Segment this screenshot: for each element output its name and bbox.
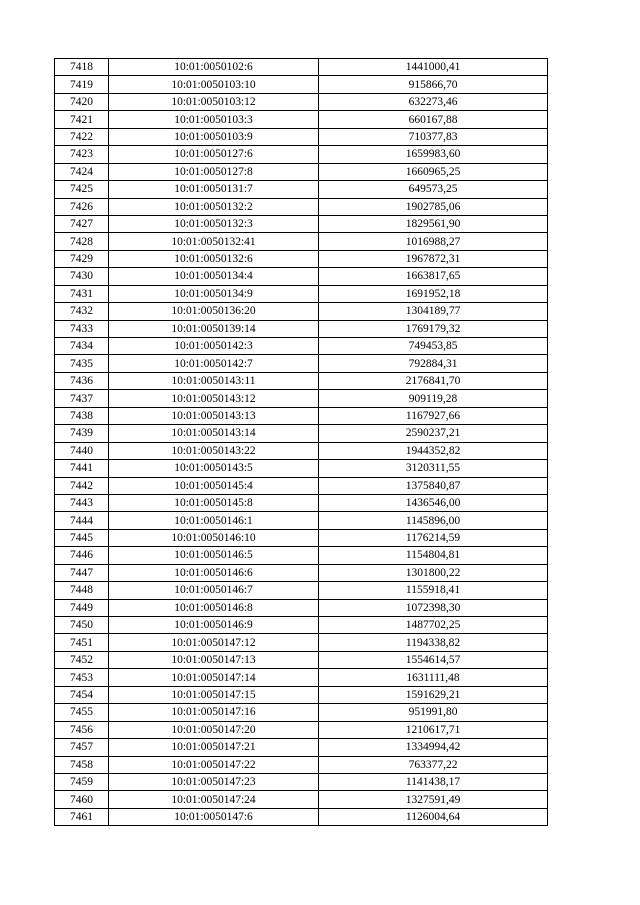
cadastral-value-cell: 649573,25 bbox=[319, 181, 548, 198]
row-number-cell: 7421 bbox=[55, 111, 109, 128]
cadastral-value-cell: 1167927,66 bbox=[319, 407, 548, 424]
cadastral-number-cell: 10:01:0050147:23 bbox=[109, 773, 319, 790]
row-number-cell: 7438 bbox=[55, 407, 109, 424]
cadastral-value-cell: 1659983,60 bbox=[319, 146, 548, 163]
table-row bbox=[55, 686, 548, 703]
row-number-cell: 7454 bbox=[55, 686, 109, 703]
cadastral-value-cell: 1487702,25 bbox=[319, 617, 548, 634]
table-row bbox=[55, 215, 548, 232]
cadastral-number-cell: 10:01:0050146:5 bbox=[109, 547, 319, 564]
cadastral-number-cell: 10:01:0050134:9 bbox=[109, 285, 319, 302]
row-number-cell: 7441 bbox=[55, 460, 109, 477]
cadastral-number-cell: 10:01:0050132:2 bbox=[109, 198, 319, 215]
cadastral-number-cell: 10:01:0050132:6 bbox=[109, 250, 319, 267]
cadastral-value-cell: 1210617,71 bbox=[319, 721, 548, 738]
cadastral-number-cell: 10:01:0050143:11 bbox=[109, 372, 319, 389]
cadastral-value-cell: 1769179,32 bbox=[319, 320, 548, 337]
table-row bbox=[55, 146, 548, 163]
cadastral-number-cell: 10:01:0050146:9 bbox=[109, 617, 319, 634]
cadastral-number-cell: 10:01:0050103:3 bbox=[109, 111, 319, 128]
table-row bbox=[55, 390, 548, 407]
table-row bbox=[55, 704, 548, 721]
table-row bbox=[55, 669, 548, 686]
row-number-cell: 7461 bbox=[55, 808, 109, 825]
cadastral-value-cell: 1176214,59 bbox=[319, 529, 548, 546]
cadastral-number-cell: 10:01:0050146:10 bbox=[109, 529, 319, 546]
table-row bbox=[55, 494, 548, 511]
row-number-cell: 7445 bbox=[55, 529, 109, 546]
cadastral-number-cell: 10:01:0050132:41 bbox=[109, 233, 319, 250]
cadastral-number-cell: 10:01:0050102:6 bbox=[109, 59, 319, 76]
cadastral-value-cell: 1663817,65 bbox=[319, 268, 548, 285]
cadastral-number-cell: 10:01:0050147:15 bbox=[109, 686, 319, 703]
cadastral-value-cell: 1334994,42 bbox=[319, 739, 548, 756]
cadastral-value-cell: 1016988,27 bbox=[319, 233, 548, 250]
cadastral-value-cell: 1194338,82 bbox=[319, 634, 548, 651]
cadastral-number-cell: 10:01:0050142:7 bbox=[109, 355, 319, 372]
row-number-cell: 7423 bbox=[55, 146, 109, 163]
row-number-cell: 7431 bbox=[55, 285, 109, 302]
table-row bbox=[55, 320, 548, 337]
table-row bbox=[55, 303, 548, 320]
table-row bbox=[55, 76, 548, 93]
row-number-cell: 7424 bbox=[55, 163, 109, 180]
cadastral-value-cell: 1072398,30 bbox=[319, 599, 548, 616]
row-number-cell: 7446 bbox=[55, 547, 109, 564]
cadastral-number-cell: 10:01:0050103:9 bbox=[109, 128, 319, 145]
cadastral-number-cell: 10:01:0050143:13 bbox=[109, 407, 319, 424]
cadastral-number-cell: 10:01:0050143:22 bbox=[109, 442, 319, 459]
cadastral-number-cell: 10:01:0050132:3 bbox=[109, 215, 319, 232]
cadastral-value-cell: 1327591,49 bbox=[319, 791, 548, 808]
cadastral-number-cell: 10:01:0050145:4 bbox=[109, 477, 319, 494]
cadastral-value-cell: 1375840,87 bbox=[319, 477, 548, 494]
row-number-cell: 7429 bbox=[55, 250, 109, 267]
cadastral-number-cell: 10:01:0050143:5 bbox=[109, 460, 319, 477]
cadastral-value-table-container bbox=[54, 58, 548, 826]
cadastral-number-cell: 10:01:0050147:6 bbox=[109, 808, 319, 825]
row-number-cell: 7426 bbox=[55, 198, 109, 215]
table-row bbox=[55, 250, 548, 267]
table-row bbox=[55, 372, 548, 389]
cadastral-value-cell: 1944352,82 bbox=[319, 442, 548, 459]
cadastral-number-cell: 10:01:0050147:12 bbox=[109, 634, 319, 651]
cadastral-number-cell: 10:01:0050147:13 bbox=[109, 651, 319, 668]
table-row bbox=[55, 407, 548, 424]
table-row bbox=[55, 739, 548, 756]
row-number-cell: 7460 bbox=[55, 791, 109, 808]
table-row bbox=[55, 756, 548, 773]
cadastral-value-cell: 1691952,18 bbox=[319, 285, 548, 302]
cadastral-value-cell: 1154804,81 bbox=[319, 547, 548, 564]
cadastral-value-cell: 1301800,22 bbox=[319, 564, 548, 581]
row-number-cell: 7449 bbox=[55, 599, 109, 616]
cadastral-value-cell: 951991,80 bbox=[319, 704, 548, 721]
row-number-cell: 7432 bbox=[55, 303, 109, 320]
cadastral-value-cell: 1902785,06 bbox=[319, 198, 548, 215]
cadastral-value-cell: 1304189,77 bbox=[319, 303, 548, 320]
table-row bbox=[55, 808, 548, 825]
row-number-cell: 7443 bbox=[55, 494, 109, 511]
table-row bbox=[55, 477, 548, 494]
cadastral-number-cell: 10:01:0050146:1 bbox=[109, 512, 319, 529]
row-number-cell: 7422 bbox=[55, 128, 109, 145]
cadastral-value-cell: 1436546,00 bbox=[319, 494, 548, 511]
table-row bbox=[55, 721, 548, 738]
cadastral-value-cell: 3120311,55 bbox=[319, 460, 548, 477]
row-number-cell: 7451 bbox=[55, 634, 109, 651]
cadastral-value-cell: 792884,31 bbox=[319, 355, 548, 372]
cadastral-value-cell: 763377,22 bbox=[319, 756, 548, 773]
cadastral-number-cell: 10:01:0050147:22 bbox=[109, 756, 319, 773]
row-number-cell: 7453 bbox=[55, 669, 109, 686]
table-row bbox=[55, 791, 548, 808]
cadastral-number-cell: 10:01:0050147:16 bbox=[109, 704, 319, 721]
table-row bbox=[55, 128, 548, 145]
cadastral-value-cell: 2176841,70 bbox=[319, 372, 548, 389]
cadastral-number-cell: 10:01:0050136:20 bbox=[109, 303, 319, 320]
table-row bbox=[55, 338, 548, 355]
cadastral-value-cell: 1829561,90 bbox=[319, 215, 548, 232]
cadastral-value-cell: 1145896,00 bbox=[319, 512, 548, 529]
cadastral-value-cell: 1126004,64 bbox=[319, 808, 548, 825]
cadastral-value-table bbox=[54, 58, 548, 826]
cadastral-number-cell: 10:01:0050127:8 bbox=[109, 163, 319, 180]
row-number-cell: 7452 bbox=[55, 651, 109, 668]
table-row bbox=[55, 634, 548, 651]
row-number-cell: 7440 bbox=[55, 442, 109, 459]
cadastral-value-cell: 1554614,57 bbox=[319, 651, 548, 668]
cadastral-number-cell: 10:01:0050134:4 bbox=[109, 268, 319, 285]
cadastral-number-cell: 10:01:0050131:7 bbox=[109, 181, 319, 198]
row-number-cell: 7444 bbox=[55, 512, 109, 529]
table-row bbox=[55, 425, 548, 442]
row-number-cell: 7425 bbox=[55, 181, 109, 198]
table-row bbox=[55, 59, 548, 76]
row-number-cell: 7457 bbox=[55, 739, 109, 756]
cadastral-number-cell: 10:01:0050146:8 bbox=[109, 599, 319, 616]
table-row bbox=[55, 198, 548, 215]
cadastral-number-cell: 10:01:0050143:14 bbox=[109, 425, 319, 442]
table-row bbox=[55, 512, 548, 529]
cadastral-value-cell: 1660965,25 bbox=[319, 163, 548, 180]
row-number-cell: 7439 bbox=[55, 425, 109, 442]
table-row bbox=[55, 547, 548, 564]
cadastral-number-cell: 10:01:0050142:3 bbox=[109, 338, 319, 355]
cadastral-value-cell: 1967872,31 bbox=[319, 250, 548, 267]
row-number-cell: 7442 bbox=[55, 477, 109, 494]
row-number-cell: 7456 bbox=[55, 721, 109, 738]
row-number-cell: 7420 bbox=[55, 93, 109, 110]
cadastral-value-cell: 660167,88 bbox=[319, 111, 548, 128]
row-number-cell: 7436 bbox=[55, 372, 109, 389]
table-row bbox=[55, 233, 548, 250]
table-row bbox=[55, 93, 548, 110]
cadastral-number-cell: 10:01:0050143:12 bbox=[109, 390, 319, 407]
cadastral-value-cell: 632273,46 bbox=[319, 93, 548, 110]
table-row bbox=[55, 111, 548, 128]
table-row bbox=[55, 582, 548, 599]
cadastral-number-cell: 10:01:0050146:6 bbox=[109, 564, 319, 581]
row-number-cell: 7437 bbox=[55, 390, 109, 407]
cadastral-value-cell: 1591629,21 bbox=[319, 686, 548, 703]
table-row bbox=[55, 442, 548, 459]
table-row bbox=[55, 181, 548, 198]
cadastral-number-cell: 10:01:0050147:24 bbox=[109, 791, 319, 808]
row-number-cell: 7434 bbox=[55, 338, 109, 355]
table-row bbox=[55, 773, 548, 790]
row-number-cell: 7430 bbox=[55, 268, 109, 285]
cadastral-value-cell: 1141438,17 bbox=[319, 773, 548, 790]
row-number-cell: 7447 bbox=[55, 564, 109, 581]
table-row bbox=[55, 355, 548, 372]
table-row bbox=[55, 163, 548, 180]
cadastral-number-cell: 10:01:0050103:12 bbox=[109, 93, 319, 110]
table-row bbox=[55, 460, 548, 477]
row-number-cell: 7428 bbox=[55, 233, 109, 250]
cadastral-number-cell: 10:01:0050127:6 bbox=[109, 146, 319, 163]
cadastral-value-cell: 1441000,41 bbox=[319, 59, 548, 76]
cadastral-number-cell: 10:01:0050147:14 bbox=[109, 669, 319, 686]
table-row bbox=[55, 268, 548, 285]
row-number-cell: 7419 bbox=[55, 76, 109, 93]
cadastral-number-cell: 10:01:0050147:20 bbox=[109, 721, 319, 738]
cadastral-value-cell: 1155918,41 bbox=[319, 582, 548, 599]
row-number-cell: 7427 bbox=[55, 215, 109, 232]
cadastral-number-cell: 10:01:0050103:10 bbox=[109, 76, 319, 93]
cadastral-number-cell: 10:01:0050147:21 bbox=[109, 739, 319, 756]
table-row bbox=[55, 651, 548, 668]
cadastral-number-cell: 10:01:0050146:7 bbox=[109, 582, 319, 599]
table-row bbox=[55, 529, 548, 546]
row-number-cell: 7433 bbox=[55, 320, 109, 337]
cadastral-value-cell: 915866,70 bbox=[319, 76, 548, 93]
cadastral-value-cell: 749453,85 bbox=[319, 338, 548, 355]
table-row bbox=[55, 285, 548, 302]
row-number-cell: 7450 bbox=[55, 617, 109, 634]
row-number-cell: 7459 bbox=[55, 773, 109, 790]
cadastral-value-cell: 909119,28 bbox=[319, 390, 548, 407]
cadastral-value-cell: 2590237,21 bbox=[319, 425, 548, 442]
row-number-cell: 7458 bbox=[55, 756, 109, 773]
row-number-cell: 7455 bbox=[55, 704, 109, 721]
row-number-cell: 7435 bbox=[55, 355, 109, 372]
table-row bbox=[55, 617, 548, 634]
cadastral-number-cell: 10:01:0050139:14 bbox=[109, 320, 319, 337]
table-body bbox=[55, 59, 548, 826]
table-row bbox=[55, 599, 548, 616]
row-number-cell: 7448 bbox=[55, 582, 109, 599]
cadastral-value-cell: 710377,83 bbox=[319, 128, 548, 145]
cadastral-number-cell: 10:01:0050145:8 bbox=[109, 494, 319, 511]
row-number-cell: 7418 bbox=[55, 59, 109, 76]
cadastral-value-cell: 1631111,48 bbox=[319, 669, 548, 686]
table-row bbox=[55, 564, 548, 581]
